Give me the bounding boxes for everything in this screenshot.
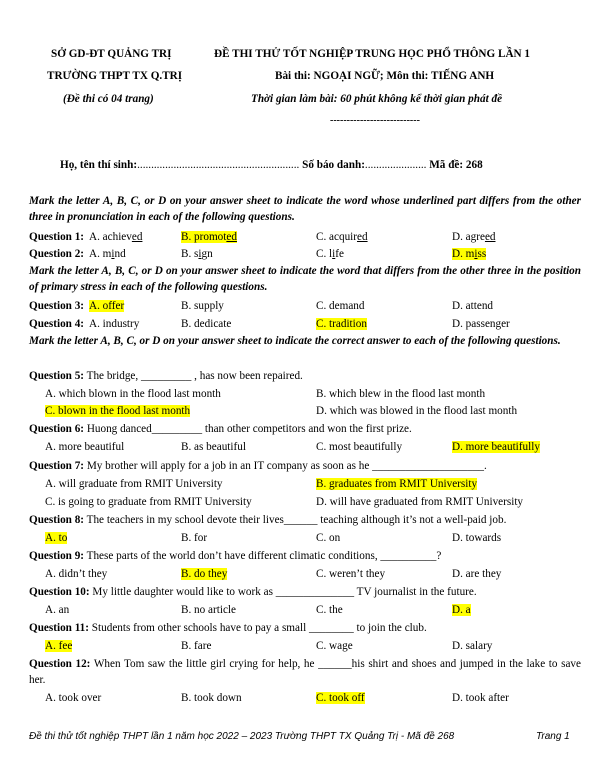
q12-option-c: C. took off (316, 692, 365, 704)
q12-option-b: B. took down (181, 692, 242, 704)
q11-option-a: A. fee (45, 640, 73, 652)
q4-option-d: D. passenger (452, 318, 510, 330)
exam-code: Mã đề: 268 (429, 159, 483, 171)
question-9: Question 9: These parts of the world don’t have different climatic conditions, __________? (29, 550, 442, 562)
q3-option-c: C. demand (316, 300, 365, 312)
q5-option-a: A. which blown in the flood last month (45, 388, 221, 400)
q7-option-a: A. will graduate from RMIT University (45, 478, 223, 490)
q6-option-d: D. more beautifully (452, 441, 540, 453)
exam-subject: Bài thi: NGOẠI NGỮ; Môn thi: TIẾNG ANH (275, 70, 495, 82)
question-12: Question 12: When Tom saw the little girl crying for help, he ______his shirt and shoes and jumped in the lake to save her. (29, 658, 581, 686)
q2-option-a: A. mind (89, 248, 126, 260)
question-11: Question 11: Students from other schools have to pay a small ________ to join the club. (29, 622, 427, 634)
footer-page-number: Trang 1 (536, 731, 570, 742)
q1-option-b: B. promoted (181, 231, 237, 243)
question-7: Question 7: My brother will apply for a job in an IT company as soon as he ____________________. (29, 460, 487, 472)
q8-option-c: C. on (316, 532, 341, 544)
sbd-dots: ...................... (364, 159, 427, 171)
q3-option-d: D. attend (452, 300, 494, 312)
question-3: Question 3: (29, 300, 85, 312)
q10-option-b: B. no article (181, 604, 236, 616)
q3-option-a: A. offer (89, 300, 125, 312)
exam-title: ĐỀ THI THỬ TỐT NGHIỆP TRUNG HỌC PHỔ THÔNG LẦN 1 (214, 48, 531, 60)
q11-option-d: D. salary (452, 640, 493, 652)
q11-option-b: B. fare (181, 640, 212, 652)
q5-option-b: B. which blew in the flood last month (316, 388, 486, 400)
q12-option-a: A. took over (45, 692, 102, 704)
q9-option-b: B. do they (181, 568, 228, 580)
q4-option-a: A. industry (89, 318, 140, 330)
question-10: Question 10: My little daughter would like to work as ______________ TV journalist in the future. (29, 586, 477, 598)
name-dots: .......................................................... (137, 159, 300, 171)
q8-option-d: D. towards (452, 532, 502, 544)
question-stem: Students from other schools have to pay a small ________ to join the club. (91, 622, 427, 634)
question-6: Question 6: Huong danced_________ than other competitors and won the first prize. (29, 423, 412, 435)
question-8: Question 8: The teachers in my school devote their lives______ teaching although it’s not a well-paid job. (29, 514, 507, 526)
question-4: Question 4: (29, 318, 85, 330)
q11-option-c: C. wage (316, 640, 353, 652)
question-stem: When Tom saw the little girl crying for help, he ______his shirt and shoes and jumped in the lake to save her. (29, 658, 581, 686)
name-label: Họ, tên thí sinh: (60, 159, 138, 171)
question-stem: The bridge, _________ , has now been repaired. (86, 370, 303, 382)
school-name: TRƯỜNG THPT TX Q.TRỊ (47, 70, 183, 82)
q6-option-c: C. most beautifully (316, 441, 403, 453)
q1-option-a: A. achieved (89, 231, 143, 243)
q1-option-d: D. agreed (452, 231, 496, 243)
q10-option-d: D. a (452, 604, 471, 616)
q12-option-d: D. took after (452, 692, 509, 704)
q4-option-c: C. tradition (316, 318, 367, 330)
q10-option-c: C. the (316, 604, 343, 616)
question-label: Question 2: (29, 248, 85, 260)
question-stem: My brother will apply for a job in an IT company as soon as he ____________________. (86, 460, 487, 472)
q1-option-c: C. acquired (316, 231, 368, 243)
footer-exam-info: Đề thi thử tốt nghiệp THPT lần 1 năm học 2022 – 2023 Trường THPT TX Quảng Trị - Mã đề 268 (29, 731, 455, 742)
q10-option-a: A. an (45, 604, 70, 616)
question-label: Question 1: (29, 231, 85, 243)
q9-option-d: D. are they (452, 568, 502, 580)
q9-option-a: A. didn’t they (45, 568, 108, 580)
exam-duration: Thời gian làm bài: 60 phút không kể thời gian phát đề (251, 93, 503, 105)
page-count-note: (Đề thi có 04 trang) (63, 93, 154, 105)
q4-option-b: B. dedicate (181, 318, 232, 330)
question-stem: My little daughter would like to work as ______________ TV journalist in the future. (92, 586, 477, 598)
sbd-label: Số báo danh: (302, 159, 365, 171)
instruction-stress: Mark the letter A, B, C, or D on your answer sheet to indicate the word that differs from the other three in the position of primary stress in each of the following questions. (29, 265, 581, 293)
question-stem: Huong danced_________ than other competitors and won the first prize. (86, 423, 412, 435)
q3-option-b: B. supply (181, 300, 224, 312)
q5-option-d: D. which was blowed in the flood last month (316, 405, 518, 417)
header-rule: --------------------------- (330, 115, 420, 126)
q9-option-c: C. weren’t they (316, 568, 386, 580)
candidate-line (60, 159, 483, 171)
q2-option-d: D. miss (452, 248, 487, 260)
q6-option-a: A. more beautiful (45, 441, 125, 453)
q8-option-b: B. for (181, 532, 208, 544)
q7-option-d: D. will have graduated from RMIT University (316, 496, 524, 508)
question-5: Question 5: The bridge, _________ , has now been repaired. (29, 370, 303, 382)
instruction-pronunciation: Mark the letter A, B, C, or D on your answer sheet to indicate the word whose underlined part differs from the other three in pronunciation in each of the following questions. (29, 195, 581, 223)
department-name: SỞ GD-ĐT QUẢNG TRỊ (51, 48, 172, 60)
q7-option-b: B. graduates from RMIT University (316, 478, 478, 490)
q5-option-c: C. blown in the flood last month (45, 405, 191, 417)
q6-option-b: B. as beautiful (181, 441, 246, 453)
instruction-correct-answer: Mark the letter A, B, C, or D on your answer sheet to indicate the correct answer to each of the following questions. (29, 335, 561, 347)
question-stem: The teachers in my school devote their lives______ teaching although it’s not a well-paid job. (86, 514, 507, 526)
q7-option-c: C. is going to graduate from RMIT University (45, 496, 252, 508)
q2-option-c: C. life (316, 248, 344, 260)
q2-option-b: B. sign (181, 248, 213, 260)
q8-option-a: A. to (45, 532, 68, 544)
question-stem: These parts of the world don’t have different climatic conditions, __________? (86, 550, 442, 562)
